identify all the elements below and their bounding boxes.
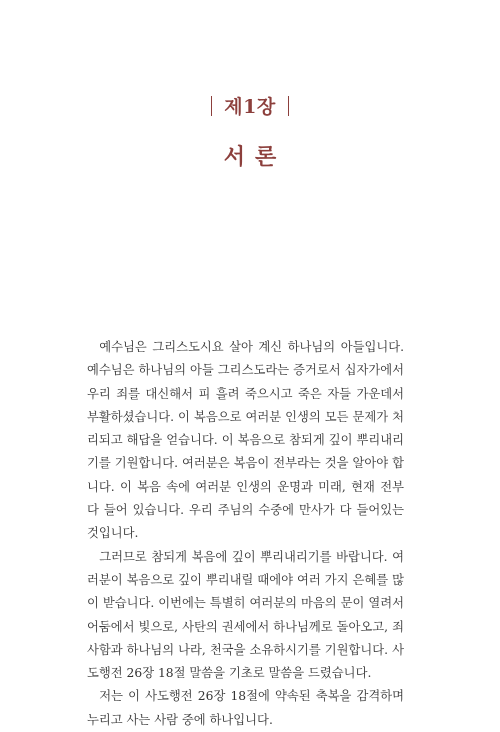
paragraph: 그러므로 참되게 복음에 깊이 뿌리내리기를 바랍니다. 여러분이 복음으로 깊이 뿌리내릴 때에야 여러 가지 은혜를 많이 받습니다. 이번에는 특별히 여러분의 마음의 문이 열려서 어둠에서 빛으로, 사탄의 권세에서 하나님께로 돌아오고, 죄 사함과 하나님의 나라, 천국을 소유하시기를 기원합니다. 사도행전 26장 18절 말씀을 기초로 말씀을 드렸습니다. <box>87 549 404 681</box>
paragraph: 예수님은 그리스도시요 살아 계신 하나님의 아들입니다. 예수님은 하나님의 아들 그리스도라는 증거로서 십자가에서 우리 죄를 대신해서 피 흘려 죽으시고 죽은 자들 가운데서 부활하셨습니다. 이 복음으로 여러분 인생의 모든 문제가 처리되고 해답을 얻습니다. 이 복음으로 참되게 깊이 뿌리내리기를 기원합니다. 여러분은 복음이 전부라는 것을 알아야 합니다. 이 복음 속에 여러분 인생의 운명과 미래, 현재 전부 다 들어 있습니다. 우리 주님의 수중에 만사가 다 들어있는 것입니다. <box>87 340 404 541</box>
left-bar-ornament <box>211 96 213 116</box>
chapter-title: 서론 <box>223 144 287 170</box>
chapter-label <box>0 92 500 122</box>
chapter-header <box>0 92 500 172</box>
body-text <box>87 336 404 732</box>
chapter-number: 제1장 <box>224 96 276 118</box>
right-bar-ornament <box>288 96 290 116</box>
paragraph: 저는 이 사도행전 26장 18절에 약속된 축복을 감격하며 누리고 사는 사람 중에 하나입니다. <box>87 689 404 727</box>
